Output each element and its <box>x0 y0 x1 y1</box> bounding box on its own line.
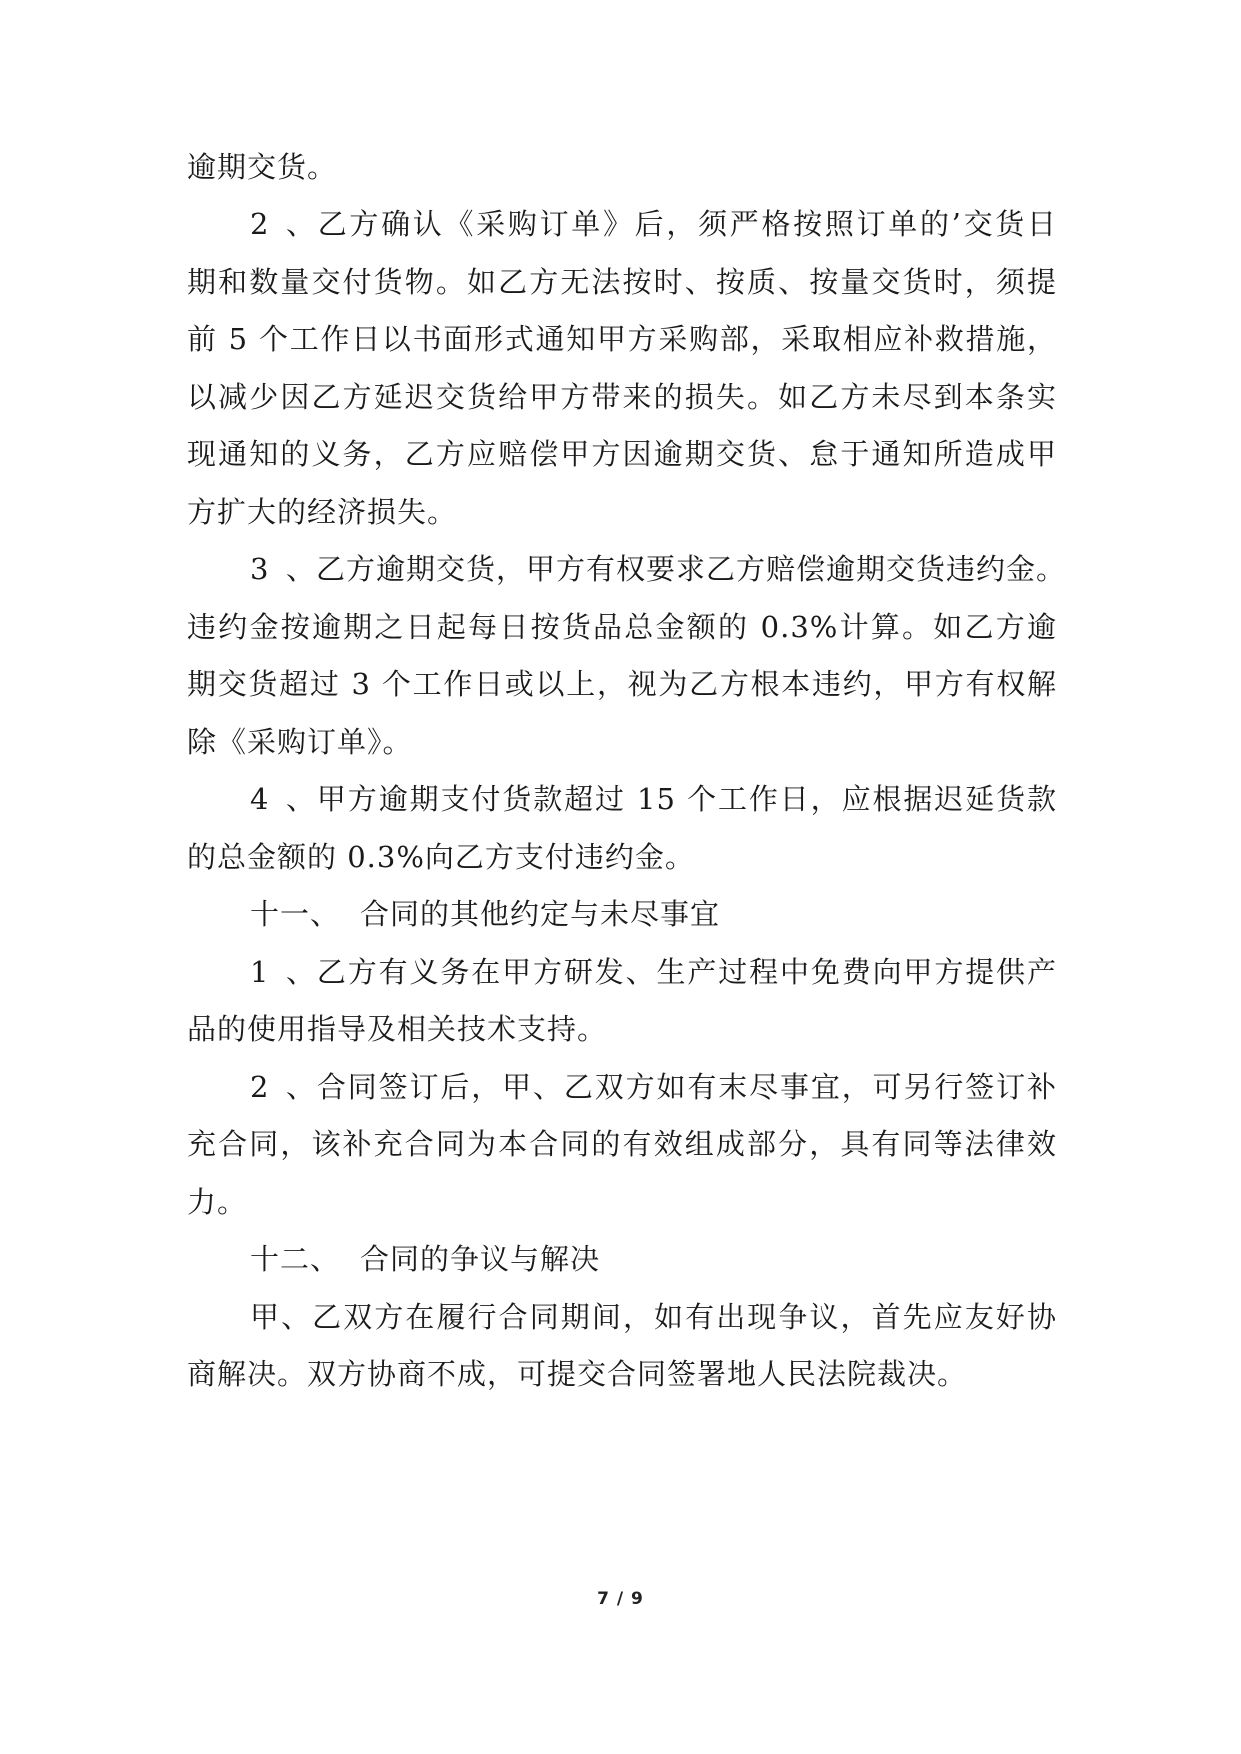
section-number: 十二、 <box>250 1242 341 1276</box>
paragraph-line: 违约金按逾期之日起每日按货品总金额的 0.3%计算。如乙方逾 <box>187 610 1057 644</box>
paragraph-line: 商解决。双方协商不成，可提交合同签署地人民法院裁决。 <box>187 1357 968 1391</box>
paragraph-line: 现通知的义务，乙方应赔偿甲方因逾期交货、怠于通知所造成甲 <box>187 437 1057 471</box>
paragraph-line: 期和数量交付货物。如乙方无法按时、按质、按量交货时，须提 <box>187 265 1057 299</box>
paragraph-line: 4、甲方逾期支付货款超过 15 个工作日，应根据迟延货款 <box>250 779 1057 819</box>
paragraph-line: 期交货超过 3 个工作日或以上，视为乙方根本违约，甲方有权解 <box>187 667 1057 701</box>
section-number: 十一、 <box>250 897 341 931</box>
paragraph-line: 甲、乙双方在履行合同期间，如有出现争议，首先应友好协 <box>250 1300 1057 1334</box>
clause-number: 1、 <box>250 955 316 989</box>
section-heading: 十一、 合同的其他约定与未尽事宜 <box>250 894 1057 934</box>
paragraph-line: 方扩大的经济损失。 <box>187 495 458 529</box>
clause-number: 3、 <box>250 552 316 586</box>
paragraph-line: 1、乙方有义务在甲方研发、生产过程中免费向甲方提供产 <box>250 952 1057 992</box>
paragraph-line: 逾期交货。 <box>187 150 338 184</box>
paragraph-line: 3、乙方逾期交货，甲方有权要求乙方赔偿逾期交货违约金。 <box>250 549 1057 589</box>
paragraph-line: 以减少因乙方延迟交货给甲方带来的损失。如乙方未尽到本条实 <box>187 380 1057 414</box>
clause-number: 2、 <box>250 1070 316 1104</box>
paragraph-line: 品的使用指导及相关技术支持。 <box>187 1012 608 1046</box>
page-number: 7 / 9 <box>597 1589 644 1609</box>
clause-number: 2、 <box>250 207 316 241</box>
paragraph-line: 2、合同签订后，甲、乙双方如有末尽事宜，可另行签订补 <box>250 1067 1057 1107</box>
paragraph-line: 力。 <box>187 1185 248 1219</box>
paragraph-line: 前 5 个工作日以书面形式通知甲方采购部，采取相应补救措施， <box>187 322 1057 356</box>
section-heading: 十二、 合同的争议与解决 <box>250 1239 1057 1279</box>
paragraph-line: 的总金额的 0.3%向乙方支付违约金。 <box>187 840 695 874</box>
paragraph-line: 除《采购订单》。 <box>187 725 413 759</box>
paragraph-line: 2、乙方确认《采购订单》后，须严格按照订单的’交货日 <box>250 204 1057 244</box>
clause-number: 4、 <box>250 782 316 816</box>
paragraph-line: 充合同，该补充合同为本合同的有效组成部分，具有同等法律效 <box>187 1127 1057 1161</box>
